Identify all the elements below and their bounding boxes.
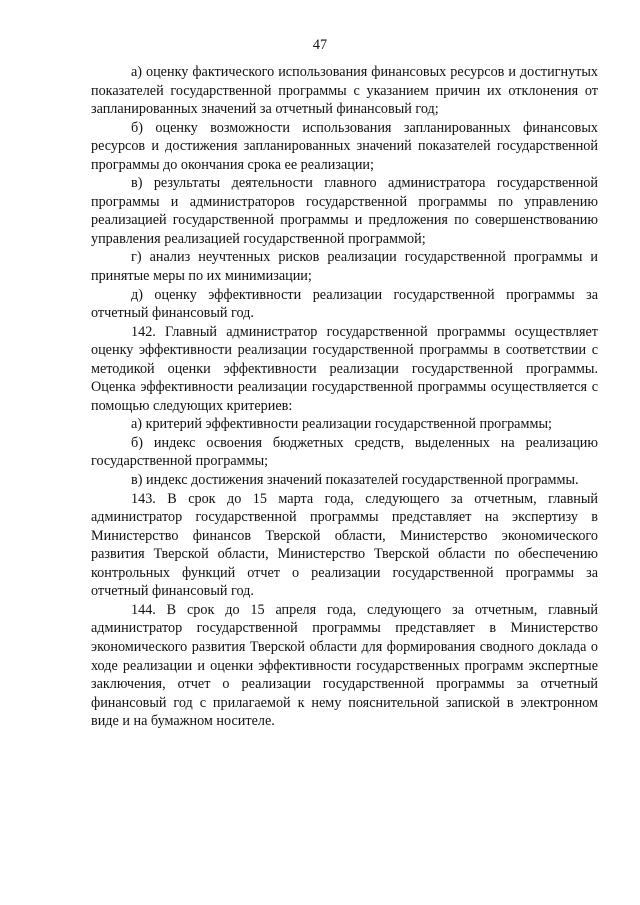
paragraph-b-possibility: б) оценку возможности использования запланированных финансовых ресурсов и достижения запланированных значений показателей государственной программы до окончания срока ее реализации;: [91, 119, 598, 173]
page-number: 47: [312, 37, 328, 53]
paragraph-criterion-v: в) индекс достижения значений показателей государственной программы.: [131, 472, 579, 489]
paragraph-a-actual-use: а) оценку фактического использования финансовых ресурсов и достигнутых показателей государственной программы с указанием причин их отклонения от запланированных значений за отчетный финансовый год;: [91, 64, 598, 118]
paragraph-143: 143. В срок до 15 марта года, следующего за отчетным, главный администратор государственной программы представляет на экспертизу в Министерство финансов Тверской области, Министерство экономического развития Тверской области, Министерство Тверской области по обеспечению контрольных функций отчет о реализации государственной программы за отчетный финансовый год.: [91, 490, 598, 600]
paragraph-criterion-a: а) критерий эффективности реализации государственной программы;: [131, 416, 552, 433]
paragraph-v-results: в) результаты деятельности главного администратора государственной программы и администраторов государственной программы по управлению реализацией государственной программы и предложения по совершенствованию управления реализацией государственной программой;: [91, 175, 598, 247]
paragraph-g-risks: г) анализ неучтенных рисков реализации государственной программы и принятые меры по их минимизации;: [91, 249, 598, 285]
paragraph-144: 144. В срок до 15 апреля года, следующего за отчетным, главный администратор государственной программы представляет в Министерство экономического развития Тверской области для формирования сводного доклада о ходе реализации и оценки эффективности государственных программ экспертные заключения, отчет о реализации государственной программы за отчетный финансовый год с прилагаемой к нему пояснительной запиской в электронном виде и на бумажном носителе.: [91, 601, 598, 730]
paragraph-criterion-b: б) индекс освоения бюджетных средств, выделенных на реализацию государственной программы;: [91, 434, 598, 470]
paragraph-142: 142. Главный администратор государственной программы осуществляет оценку эффективности реализации государственной программы в соответствии с методикой оценки эффективности реализации государственной программы. Оценка эффективности реализации государственной программы осуществляется с помощью следующих критериев:: [91, 323, 598, 414]
paragraph-d-efficiency: д) оценку эффективности реализации государственной программы за отчетный финансовый год.: [91, 286, 598, 322]
document-body: [91, 63, 598, 731]
